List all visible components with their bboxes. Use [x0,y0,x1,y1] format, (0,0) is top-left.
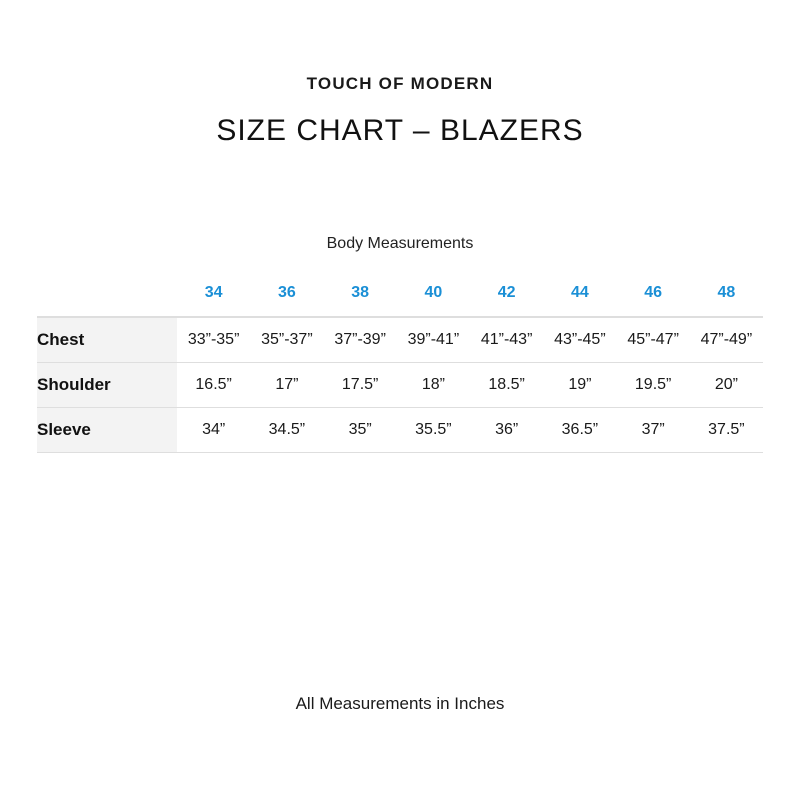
row-label-chest: Chest [37,318,177,362]
table-row [37,363,763,408]
table-cell: 47”-49” [700,331,753,348]
brand-logo: TOUCH OF MODERN [306,74,494,93]
table-cell: 20” [714,376,738,393]
size-header-row [37,270,763,318]
table-cell: 35” [348,421,372,438]
row-label-shoulder: Shoulder [37,363,177,407]
table-cell: 39”-41” [407,331,460,348]
table-cell: 18” [421,376,445,393]
table-cell: 35”-37” [261,331,313,348]
table-cell: 17.5” [341,376,379,393]
size-header: 36 [277,284,296,301]
row-label-sleeve: Sleeve [37,408,177,452]
size-header: 42 [497,284,516,301]
table-cell: 37”-39” [334,331,386,348]
size-header: 34 [204,284,223,301]
table-cell: 18.5” [488,376,525,393]
size-header: 44 [570,284,589,301]
table-cell: 43”-45” [554,331,606,348]
size-header: 40 [424,284,443,301]
table-cell: 19” [568,376,592,393]
size-header: 46 [644,284,663,301]
table-cell: 16.5” [195,376,232,393]
table-cell: 17” [275,376,299,393]
table-cell: 37.5” [708,421,745,438]
table-cell: 35.5” [415,421,452,438]
table-caption: Body Measurements [326,235,474,252]
table-row [37,408,763,453]
size-header: 48 [717,284,736,301]
table-cell: 34.5” [268,421,306,438]
footer-note: All Measurements in Inches [295,694,505,713]
page-title: SIZE CHART – BLAZERS [216,114,584,147]
table-cell: 41”-43” [480,331,533,348]
table-cell: 36” [495,421,519,438]
table-cell: 33”-35” [187,331,240,348]
table-row [37,318,763,363]
table-cell: 34” [202,421,226,438]
table-cell: 45”-47” [627,331,679,348]
table-cell: 37” [641,421,665,438]
size-chart-table [37,270,763,453]
header-corner [37,270,177,316]
size-header: 38 [351,284,370,301]
table-cell: 36.5” [561,421,599,438]
table-cell: 19.5” [634,376,672,393]
